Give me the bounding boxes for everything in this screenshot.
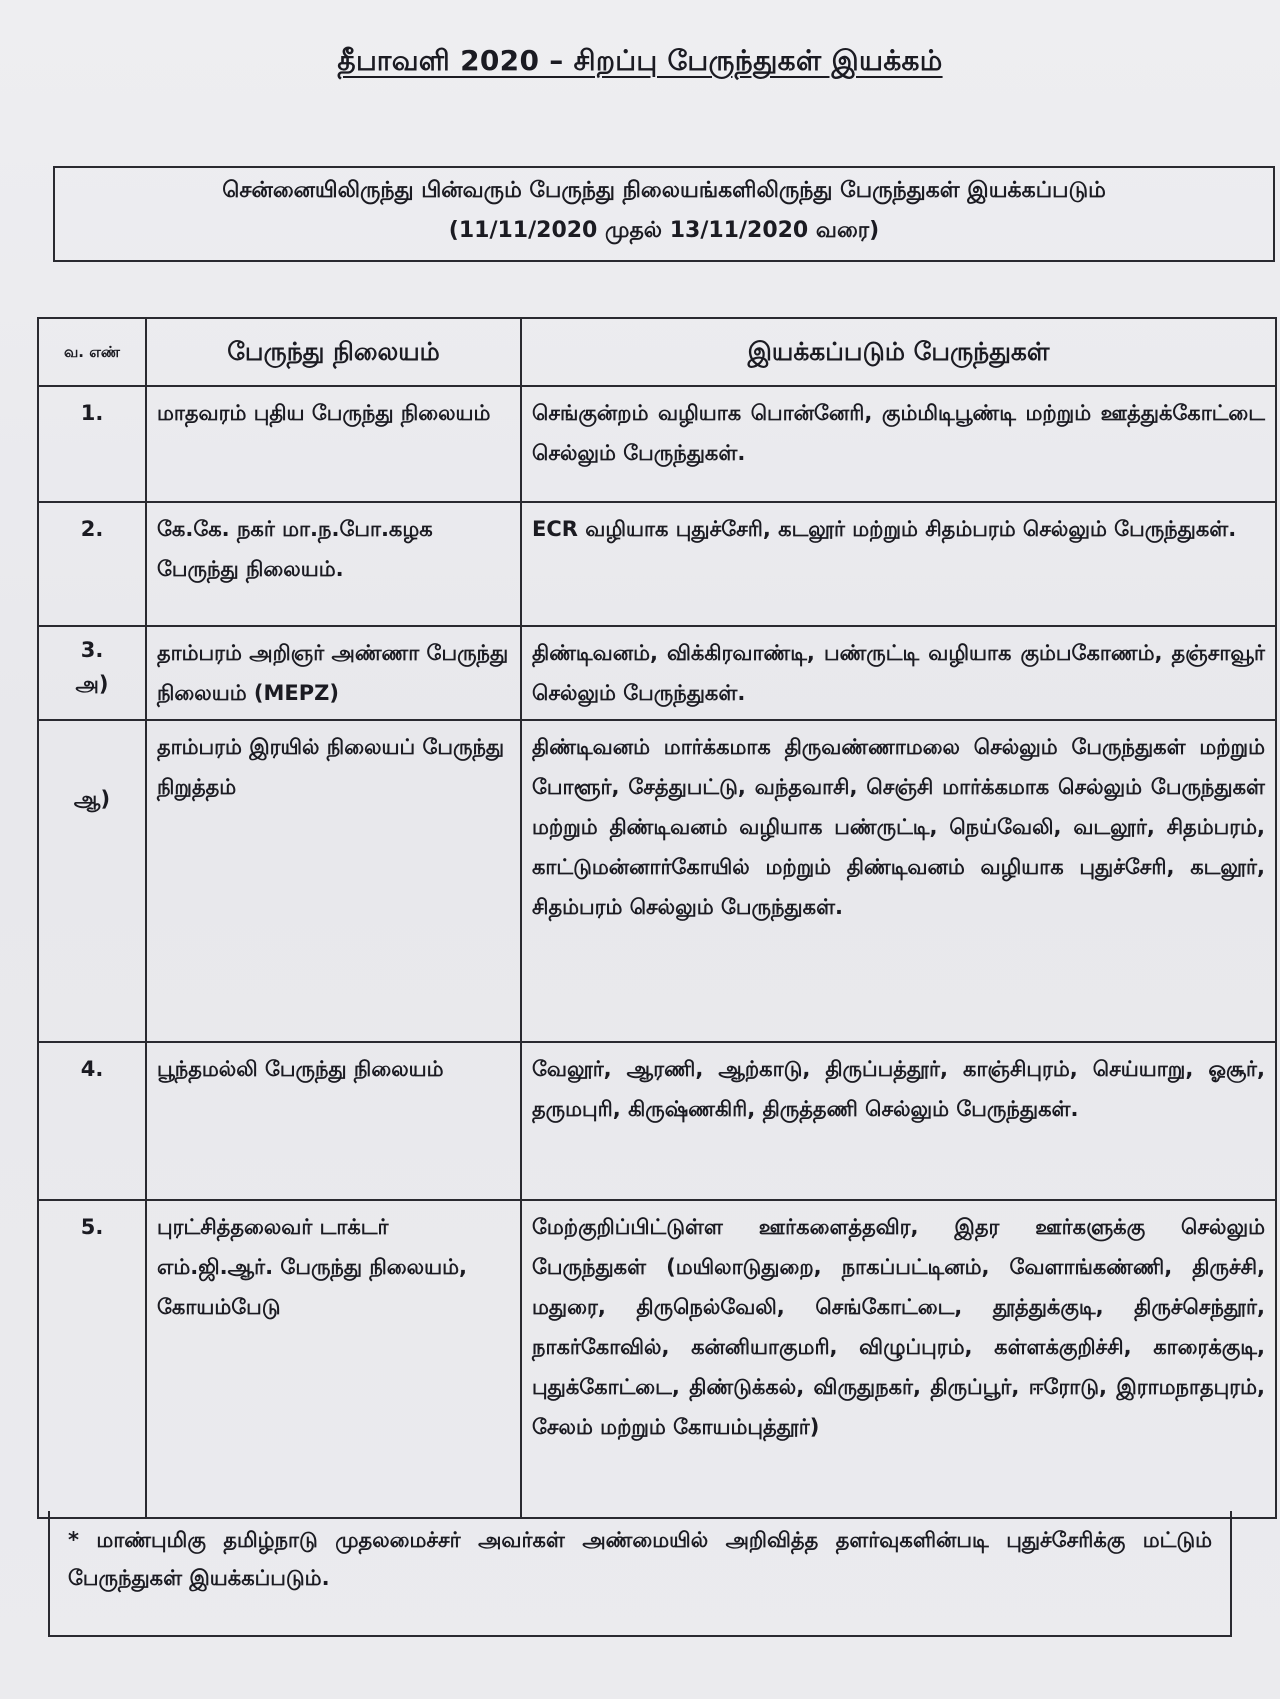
row-serial-no: 1. (38, 386, 146, 502)
footnote: * மாண்புமிகு தமிழ்நாடு முதலமைச்சர் அவர்கள் அண்மையில் அறிவித்த தளர்வுகளின்படி புதுச்சேரிக்கு மட்டும் பேருந்துகள் இயக்கப்படும். (48, 1511, 1232, 1637)
row-serial-no: 4. (38, 1042, 146, 1200)
row-station: தாம்பரம் இரயில் நிலையப் பேருந்து நிறுத்தம் (146, 720, 521, 1042)
row-serial-no: ஆ) (38, 720, 146, 1042)
table-header-row (38, 318, 1276, 386)
table-row (38, 1200, 1276, 1518)
row-buses: மேற்குறிப்பிட்டுள்ள ஊர்களைத்தவிர, இதர ஊர்களுக்கு செல்லும் பேருந்துகள் (மயிலாடுதுறை, நாகப்பட்டினம், வேளாங்கண்ணி, திருச்சி, மதுரை, திருநெல்வேலி, செங்கோட்டை, தூத்துக்குடி, திருச்செந்தூர், நாகர்கோவில், கன்னியாகுமரி, விழுப்புரம், கள்ளக்குறிச்சி, காரைக்குடி, புதுக்கோட்டை, திண்டுக்கல், விருதுநகர், திருப்பூர், ஈரோடு, இராமநாதபுரம், சேலம் மற்றும் கோயம்புத்தூர்) (521, 1200, 1276, 1518)
row-station: பூந்தமல்லி பேருந்து நிலையம் (146, 1042, 521, 1200)
info-line-description: சென்னையிலிருந்து பின்வரும் பேருந்து நிலையங்களிலிருந்து பேருந்துகள் இயக்கப்படும் (222, 178, 1106, 203)
header-operated-buses: இயக்கப்படும் பேருந்துகள் (521, 318, 1276, 386)
row-serial-no: 3. அ) (38, 626, 146, 720)
row-buses: செங்குன்றம் வழியாக பொன்னேரி, கும்மிடிபூண்டி மற்றும் ஊத்துக்கோட்டை செல்லும் பேருந்துகள். (521, 386, 1276, 502)
table-row (38, 1042, 1276, 1200)
table-row (38, 626, 1276, 720)
table-row (38, 386, 1276, 502)
table-row (38, 720, 1276, 1042)
row-buses: திண்டிவனம், விக்கிரவாண்டி, பண்ருட்டி வழியாக கும்பகோணம், தஞ்சாவூர் செல்லும் பேருந்துகள். (521, 626, 1276, 720)
row-station: தாம்பரம் அறிஞர் அண்ணா பேருந்து நிலையம் (MEPZ) (146, 626, 521, 720)
document-title (0, 44, 1280, 81)
row-serial-no: 2. (38, 502, 146, 626)
document-title-text: தீபாவளி 2020 – சிறப்பு பேருந்துகள் இயக்கம் (337, 44, 943, 77)
row-serial-no: 5. (38, 1200, 146, 1518)
header-bus-station: பேருந்து நிலையம் (146, 318, 521, 386)
row-station: கே.கே. நகர் மா.ந.போ.கழக பேருந்து நிலையம். (146, 502, 521, 626)
header-serial-no: வ. எண் (38, 318, 146, 386)
row-buses: ECR வழியாக புதுச்சேரி, கடலூர் மற்றும் சிதம்பரம் செல்லும் பேருந்துகள். (521, 502, 1276, 626)
info-line-date-range: (11/11/2020 முதல் 13/11/2020 வரை) (448, 218, 880, 243)
info-box (53, 166, 1275, 262)
row-buses: வேலூர், ஆரணி, ஆற்காடு, திருப்பத்தூர், காஞ்சிபுரம், செய்யாறு, ஓசூர், தருமபுரி, கிருஷ்ணகிரி, திருத்தணி செல்லும் பேருந்துகள். (521, 1042, 1276, 1200)
bus-schedule-table (37, 317, 1277, 1519)
row-station: புரட்சித்தலைவர் டாக்டர் எம்.ஜி.ஆர். பேருந்து நிலையம், கோயம்பேடு (146, 1200, 521, 1518)
table-row (38, 502, 1276, 626)
row-station: மாதவரம் புதிய பேருந்து நிலையம் (146, 386, 521, 502)
row-buses: திண்டிவனம் மார்க்கமாக திருவண்ணாமலை செல்லும் பேருந்துகள் மற்றும் போளூர், சேத்துபட்டு, வந்தவாசி, செஞ்சி மார்க்கமாக செல்லும் பேருந்துகள் மற்றும் திண்டிவனம் வழியாக பண்ருட்டி, நெய்வேலி, வடலூர், சிதம்பரம், காட்டுமன்னார்கோயில் மற்றும் திண்டிவனம் வழியாக புதுச்சேரி, கடலூர், சிதம்பரம் செல்லும் பேருந்துகள். (521, 720, 1276, 1042)
